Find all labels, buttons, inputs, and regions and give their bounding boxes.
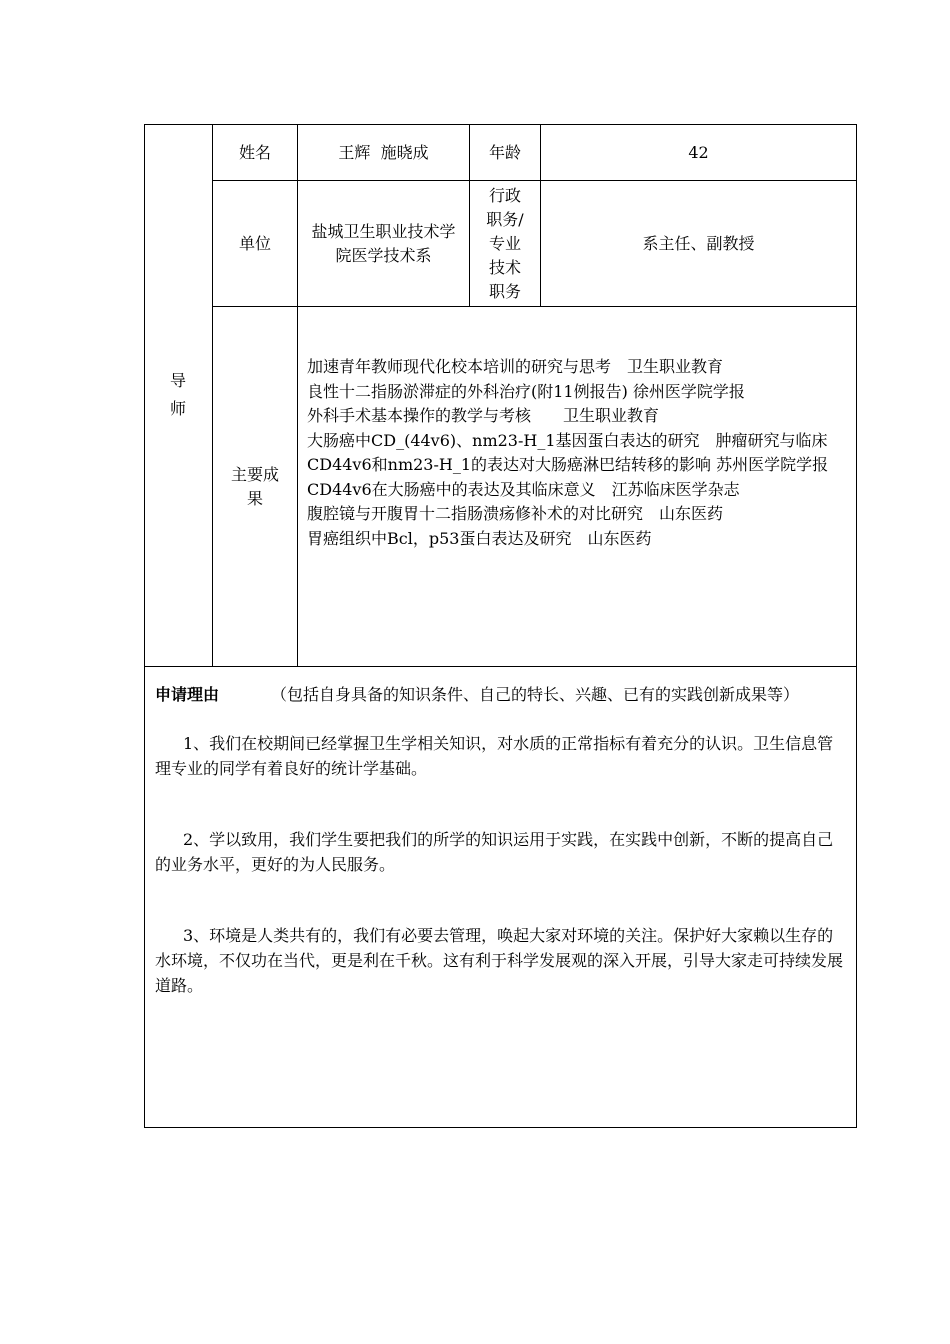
achievement-item: CD44v6和nm23-H_1的表达对大肠癌淋巴结转移的影响 苏州医学院学报 (307, 455, 829, 474)
age-value: 42 (688, 142, 709, 162)
reason-paragraph: 1、我们在校期间已经掌握卫生学相关知识，对水质的正常指标有着充分的认识。卫生信息管理专业的同学有着良好的统计学基础。 (155, 734, 834, 778)
achievement-item: 加速青年教师现代化校本培训的研究与思考 卫生职业教育 (307, 357, 724, 376)
achievement-item: 胃癌组织中Bcl，p53蛋白表达及研究 山东医药 (307, 528, 652, 548)
age-label: 年龄 (488, 142, 521, 162)
reason-title: 申请理由 (155, 685, 220, 704)
achievements-label: 主要成果 (230, 464, 279, 508)
reason-note: （包括自身具备的知识条件、自己的特长、兴趣、已有的实践创新成果等） (271, 685, 800, 704)
achievement-item: 外科手术基本操作的教学与考核 卫生职业教育 (307, 406, 660, 425)
position-value: 系主任、副教授 (642, 233, 755, 253)
unit-label: 单位 (238, 233, 271, 253)
grid-line (144, 666, 857, 667)
reason-heading (155, 682, 849, 707)
unit-value: 盐城卫生职业技术学院医学技术系 (311, 221, 456, 265)
reason-paragraph: 2、学以致用，我们学生要把我们的所学的知识运用于实践，在实践中创新，不断的提高自己的业务水平，更好的为人民服务。 (155, 830, 834, 874)
mentor-section-label (144, 124, 212, 666)
name-value: 王辉 施晓成 (338, 142, 429, 162)
reason-paragraph: 3、环境是人类共有的，我们有必要去管理，唤起大家对环境的关注。保护好大家赖以生存的水环境，不仅功在当代，更是利在千秋。这有利于科学发展观的深入开展，引导大家走可持续发展道路。 (155, 926, 844, 995)
name-label: 姓名 (238, 142, 271, 162)
achievement-item: CD44v6在大肠癌中的表达及其临床意义 江苏临床医学杂志 (307, 479, 740, 499)
mentor-label-line1: 导 (169, 371, 186, 390)
position-label: 行政职务/专业技术职务 (486, 185, 524, 301)
achievement-item: 腹腔镜与开腹胃十二指肠溃疡修补术的对比研究 山东医药 (307, 504, 724, 523)
achievement-item: 良性十二指肠淤滞症的外科治疗(附11例报告) 徐州医学院学报 (307, 381, 745, 401)
application-reason-section (155, 682, 849, 998)
mentor-label-line2: 师 (169, 399, 186, 418)
achievements-list (307, 355, 852, 551)
grid-line (297, 124, 298, 666)
grid-line (212, 306, 857, 307)
achievement-item: 大肠癌中CD_(44v6)、nm23-H_1基因蛋白表达的研究 肿瘤研究与临床 (307, 430, 828, 450)
